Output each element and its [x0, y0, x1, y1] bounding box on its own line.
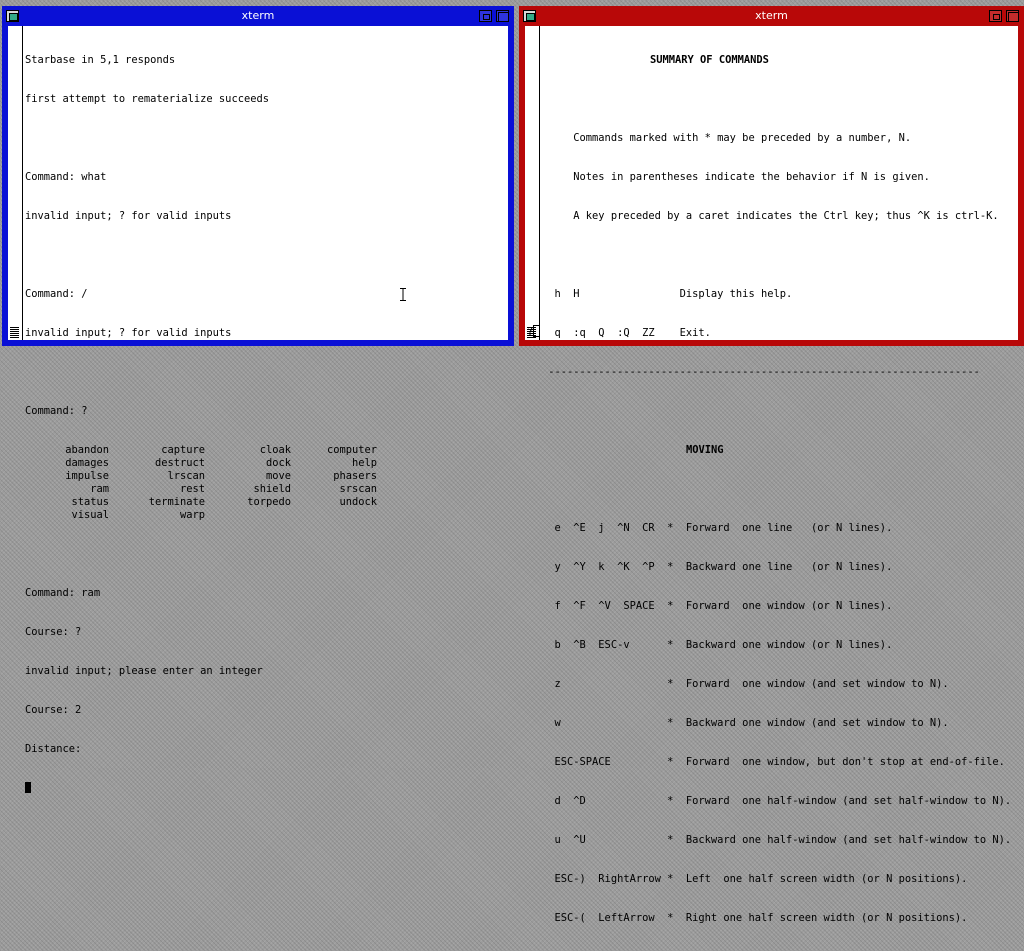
blank-line	[542, 249, 1016, 262]
command-name: destruct	[154, 457, 205, 469]
command-name	[291, 509, 377, 522]
xterm-window-right[interactable]	[519, 6, 1024, 924]
moving-line: y ^Y k ^K ^P * Backward one line (or N lines).	[542, 561, 893, 573]
moving-line: w * Backward one window (and set window to N).	[542, 717, 949, 729]
output-line: Command: ?	[25, 405, 88, 417]
blank-line	[542, 93, 1016, 106]
output-line	[25, 249, 506, 262]
scrollbar-thumb[interactable]	[10, 326, 19, 338]
help-intro-line: Commands marked with * may be preceded by a number, N.	[542, 132, 912, 144]
help-intro-line: Notes in parentheses indicate the behavior if N is given.	[542, 171, 930, 183]
divider: ---------------------------------------------------------------------	[542, 366, 980, 378]
terminal-output	[25, 28, 506, 755]
moving-line: ESC-( LeftArrow * Right one half screen width (or N positions).	[542, 912, 968, 924]
help-intro-line: A key preceded by a caret indicates the Ctrl key; thus ^K is ctrl-K.	[542, 210, 999, 222]
input-line[interactable]	[25, 782, 506, 795]
command-name: srscan	[339, 483, 377, 495]
output-line: invalid input; ? for valid inputs	[25, 327, 232, 339]
command-name: move	[265, 470, 291, 482]
scrollbar[interactable]	[525, 26, 540, 340]
moving-line: b ^B ESC-v * Backward one window (or N lines).	[542, 639, 893, 651]
output-line	[25, 366, 506, 379]
title-bar[interactable]	[521, 8, 1022, 26]
output-line: invalid input; ? for valid inputs	[25, 210, 232, 222]
window-title: xterm	[241, 9, 275, 22]
scrollbar[interactable]	[8, 26, 23, 340]
command-name: visual	[71, 509, 109, 521]
command-name: abandon	[65, 444, 109, 456]
help-heading: SUMMARY OF COMMANDS	[650, 54, 769, 66]
output-line: Distance:	[25, 743, 88, 755]
command-name: help	[351, 457, 377, 469]
prompt-text: ?	[527, 326, 534, 338]
output-line: Command: /	[25, 288, 88, 300]
command-name: lrscan	[167, 470, 205, 482]
minimize-icon[interactable]	[989, 10, 1002, 22]
command-name: computer	[326, 444, 377, 456]
moving-line: u ^U * Backward one half-window (and set half-window to N).	[542, 834, 1012, 846]
output-line: first attempt to rematerialize succeeds	[25, 93, 269, 105]
command-name: warp	[179, 509, 205, 521]
blank-line	[542, 405, 1016, 418]
output-line	[25, 132, 506, 145]
command-name: phasers	[333, 470, 377, 482]
output-line: Command: ram	[25, 587, 101, 599]
output-line: Starbase in 5,1 responds	[25, 54, 176, 66]
title-bar[interactable]	[4, 8, 512, 26]
window-title: xterm	[755, 9, 788, 22]
output-line: Command: what	[25, 171, 107, 183]
maximize-icon[interactable]	[496, 10, 509, 22]
command-name	[205, 509, 291, 522]
ibeam-cursor-icon	[400, 288, 406, 301]
terminal-area[interactable]	[8, 26, 508, 755]
moving-line: z * Forward one window (and set window to N).	[542, 678, 949, 690]
command-name: ram	[90, 483, 109, 495]
maximize-icon[interactable]	[1006, 10, 1019, 22]
help-output	[542, 28, 1016, 924]
text-cursor	[533, 325, 540, 337]
pager-prompt[interactable]	[527, 325, 540, 338]
moving-line: f ^F ^V SPACE * Forward one window (or N lines).	[542, 600, 893, 612]
text-cursor	[25, 782, 31, 793]
command-name: dock	[265, 457, 291, 469]
section-heading: MOVING	[686, 444, 724, 456]
output-line: Course: 2	[25, 704, 82, 716]
moving-line: ESC-SPACE * Forward one window, but don't stop at end-of-file.	[542, 756, 1005, 768]
blank-line	[542, 483, 1016, 496]
help-line: q :q Q :Q ZZ Exit.	[542, 327, 711, 339]
output-line: invalid input; please enter an integer	[25, 665, 263, 677]
help-line: h H Display this help.	[542, 288, 793, 300]
command-name: capture	[161, 444, 205, 456]
command-list	[25, 444, 506, 522]
command-name: impulse	[65, 470, 109, 482]
moving-line: e ^E j ^N CR * Forward one line (or N lines).	[542, 522, 893, 534]
xterm-window-left[interactable]	[2, 6, 514, 755]
minimize-icon[interactable]	[479, 10, 492, 22]
command-name: rest	[179, 483, 205, 495]
command-name: damages	[65, 457, 109, 469]
command-name: torpedo	[247, 496, 291, 508]
output-line	[25, 548, 506, 561]
terminal-area[interactable]	[525, 26, 1018, 924]
command-name: cloak	[259, 444, 291, 456]
command-name: terminate	[148, 496, 205, 508]
moving-line: ESC-) RightArrow * Left one half screen width (or N positions).	[542, 873, 968, 885]
command-name: shield	[253, 483, 291, 495]
output-line: Course: ?	[25, 626, 82, 638]
command-name: undock	[339, 496, 377, 508]
command-name: status	[71, 496, 109, 508]
moving-line: d ^D * Forward one half-window (and set half-window to N).	[542, 795, 1012, 807]
